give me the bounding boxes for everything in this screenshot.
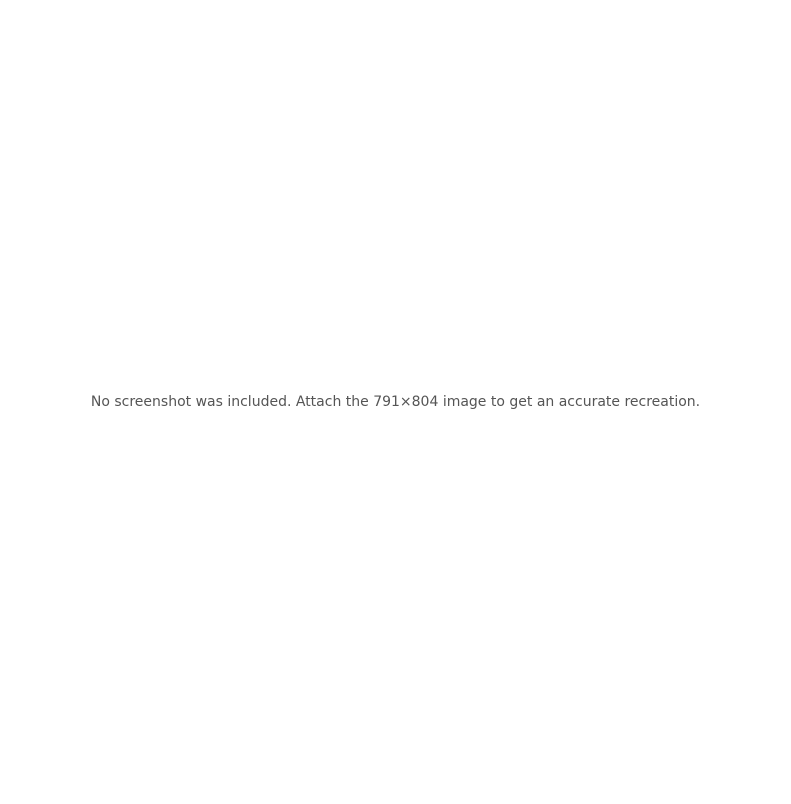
missing-image-notice: No screenshot was included. Attach the 791×804 image to get an accurate recreation. (90, 394, 701, 410)
